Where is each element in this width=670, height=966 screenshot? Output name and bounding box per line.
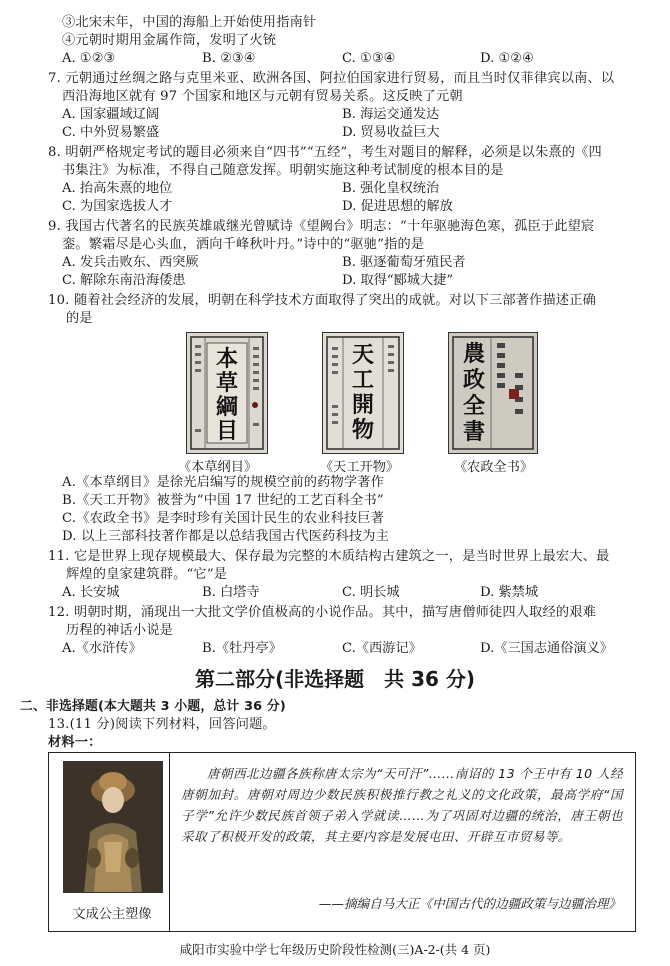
- material-text: [181, 763, 623, 847]
- q11-choice-a: A. 长安城: [62, 585, 120, 600]
- q8-stem-2: 书集注》为标准，不得自己随意发挥。明朝实施这种考试制度的根本目的是: [62, 163, 504, 178]
- material-text-body: 唐朝西北边疆各族称唐太宗为“天可汗”……南诏的 13 个王中有 10 人经唐朝加封。唐朝对周边少数民族积极推行教之礼义的文化政策，最高学府“国子学”允许少数民族首领子弟入学就读……为了巩固对边疆的统治，唐王朝也采取了积极开发的政策，其主要内容是发展屯田、开辟互市贸易等。: [181, 766, 623, 844]
- q10-stem-2: 的是: [66, 311, 93, 326]
- q7-choice-b: B. 海运交通发达: [342, 107, 440, 122]
- book-image-bencao: [186, 332, 268, 454]
- option-4: ④元朝时期用金属作筒，发明了火铳: [62, 33, 277, 48]
- q9-choice-a: A. 发兵击败东、西突厥: [62, 255, 199, 270]
- material-source: ——摘编自马大正《中国古代的边疆政策与边疆治理》: [318, 896, 621, 911]
- q9-stem-2: 銮。繁霜尽是心头血，洒向千峰秋叶丹。”诗中的“驱驰”指的是: [62, 237, 425, 252]
- caption-nongzheng: 《农政全书》: [454, 460, 534, 475]
- page-footer: 咸阳市实验中学七年级历史阶段性检测(三)A-2-(共 4 页): [179, 942, 491, 957]
- q10-choice-d: D. 以上三部科技著作都是以总结我国古代医药科技为主: [62, 529, 389, 544]
- material-divider: [169, 753, 170, 931]
- q8-choice-b: B. 强化皇权统治: [342, 181, 440, 196]
- q12-stem-2: 历程的神话小说是: [66, 623, 174, 638]
- statue-icon: [64, 762, 162, 892]
- part2-heading: 二、非选择题(本大题共 3 小题，总计 36 分): [20, 699, 286, 714]
- q7-choice-d: D. 贸易收益巨大: [342, 125, 440, 140]
- q12-choice-a: A.《水浒传》: [62, 641, 142, 656]
- q12-choice-d: D.《三国志通俗演义》: [480, 641, 613, 656]
- q7-choice-c: C. 中外贸易繁盛: [62, 125, 160, 140]
- q10-stem-1: 10. 随着社会经济的发展，明朝在科学技术方面取得了突出的成就。对以下三部著作描述正确: [48, 293, 597, 308]
- material-box: [48, 752, 636, 932]
- caption-tiangong: 《天工开物》: [320, 460, 400, 475]
- q8-stem-1: 8. 明朝严格规定考试的题目必须来自“四书”“五经”，考生对题目的解释，必须是以朱熹的《四: [48, 145, 602, 160]
- q12-choice-b: B.《牡丹亭》: [202, 641, 282, 656]
- choice-d: D. ①②④: [480, 51, 534, 66]
- q8-choice-d: D. 促进思想的解放: [342, 199, 453, 214]
- book-cover-title-bencao: 本草綱目: [215, 346, 238, 444]
- choice-c: C. ①③④: [342, 51, 396, 66]
- book-cover-title-nongzheng: 農政全書: [462, 341, 485, 445]
- q11-choice-b: B. 白塔寺: [202, 585, 260, 600]
- q10-choice-a: A.《本草纲目》是徐光启编写的规模空前的药物学著作: [62, 475, 385, 490]
- choice-b: B. ②③④: [202, 51, 256, 66]
- q11-choice-c: C. 明长城: [342, 585, 400, 600]
- photo-caption: 文成公主塑像: [72, 907, 152, 922]
- q12-choice-c: C.《西游记》: [342, 641, 422, 656]
- book-image-tiangong: [322, 332, 404, 454]
- q9-choice-c: C. 解除东南沿海倭患: [62, 273, 186, 288]
- q8-choice-c: C. 为国家选拔人才: [62, 199, 173, 214]
- q10-choice-c: C.《农政全书》是李时珍有关国计民生的农业科技巨著: [62, 511, 385, 526]
- q7-stem-2: 西沿海地区就有 97 个国家和地区与元朝有贸易关系。这反映了元朝: [62, 89, 463, 104]
- book-cover-title-tiangong: 天工開物: [351, 342, 374, 443]
- q11-stem-2: 辉煌的皇家建筑群。“它”是: [66, 567, 228, 582]
- q11-choice-d: D. 紫禁城: [480, 585, 539, 600]
- choice-a: A. ①②③: [62, 51, 116, 66]
- q12-stem-1: 12. 明朝时期，涌现出一大批文学价值极高的小说作品。其中，描写唐僧师徒四人取经的艰难: [48, 605, 597, 620]
- q9-choice-b: B. 驱逐葡萄牙殖民者: [342, 255, 466, 270]
- q9-choice-d: D. 取得“郾城大捷”: [342, 273, 454, 288]
- q8-choice-a: A. 抬高朱熹的地位: [62, 181, 173, 196]
- book-image-nongzheng: [448, 332, 538, 454]
- caption-bencao: 《本草纲目》: [178, 460, 258, 475]
- option-3: ③北宋末年，中国的海船上开始使用指南针: [62, 15, 317, 30]
- q9-stem-1: 9. 我国古代著名的民族英雄戚继光曾赋诗《望阙台》明志：“十年驱驰海色寒，孤臣于此望宸: [48, 219, 595, 234]
- q10-choice-b: B.《天工开物》被誉为“中国 17 世纪的工艺百科全书”: [62, 493, 384, 508]
- q7-stem-1: 7. 元朝通过丝绸之路与克里米亚、欧洲各国、阿拉伯国家进行贸易，而且当时仅菲律宾以南、以: [48, 71, 615, 86]
- q7-choice-a: A. 国家疆域辽阔: [62, 107, 160, 122]
- princess-statue-photo: [63, 761, 163, 893]
- material-label: 材料一：: [48, 735, 102, 750]
- part2-title: 第二部分(非选择题 共 36 分): [194, 667, 476, 691]
- q13-stem: 13.(11 分)阅读下列材料，回答问题。: [48, 717, 276, 732]
- q11-stem-1: 11. 它是世界上现存规模最大、保存最为完整的木质结构古建筑之一，是当时世界上最宏大、最: [48, 549, 610, 564]
